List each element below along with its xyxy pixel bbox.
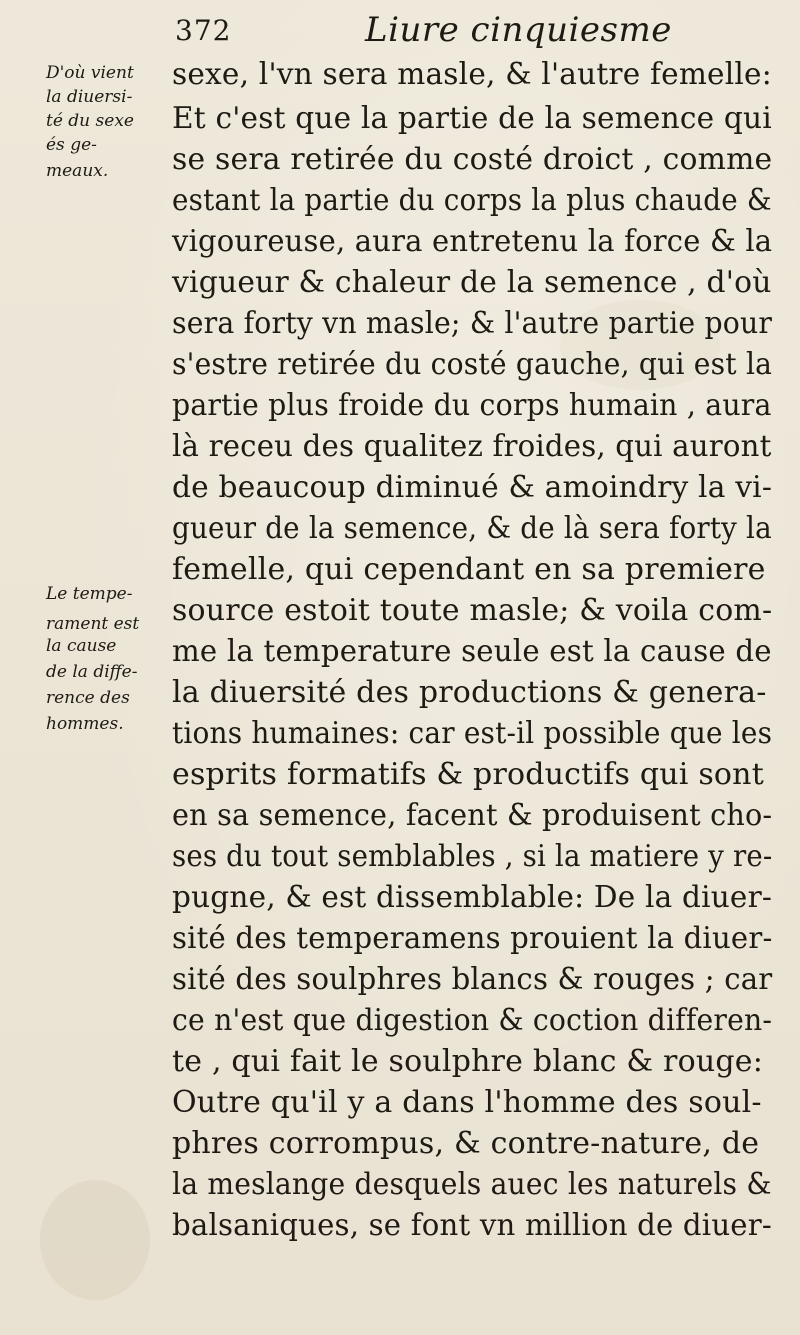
text-line: phres corrompus, & contre-nature, de	[172, 1126, 760, 1161]
margin-note-line: de la diffe-	[46, 662, 138, 682]
text-line: la meslange desquels auec les naturels &	[172, 1167, 772, 1202]
text-line: Outre qu'il y a dans l'homme des soul-	[172, 1085, 762, 1120]
text-line: Et c'est que la partie de la semence qui	[172, 101, 772, 136]
text-line: source estoit toute masle; & voila com-	[172, 593, 773, 628]
margin-note-line: meaux.	[46, 161, 109, 181]
text-line: sexe, l'vn sera masle, & l'autre femelle:	[172, 57, 772, 92]
margin-note-line: la cause	[46, 636, 117, 656]
text-line: la diuersité des productions & genera-	[172, 675, 767, 710]
text-line: tions humaines: car est-il possible que les	[172, 716, 773, 751]
text-line: balsaniques, se font vn million de diuer-	[172, 1208, 772, 1243]
margin-note-line: és ge-	[46, 135, 97, 155]
margin-note-line: rence des	[46, 688, 130, 708]
text-line: se sera retirée du costé droict , comme	[172, 142, 773, 177]
text-line: gueur de la semence, & de là sera forty la	[172, 511, 772, 546]
text-line: esprits formatifs & productifs qui sont	[172, 757, 764, 792]
text-line: de beaucoup diminué & amoindry la vi-	[172, 470, 773, 505]
text-line: me la temperature seule est la cause de	[172, 634, 772, 669]
text-line: sité des soulphres blancs & rouges ; car	[172, 962, 773, 997]
text-line: en sa semence, facent & produisent cho-	[172, 798, 773, 833]
text-line: vigoureuse, aura entretenu la force & la	[172, 224, 773, 259]
page-number: 372	[175, 14, 232, 47]
text-line: femelle, qui cependant en sa premiere	[172, 552, 766, 587]
text-line: sité des temperamens prouient la diuer-	[172, 921, 773, 956]
margin-note-line: la diuersi-	[46, 87, 133, 107]
text-line: là receu des qualitez froides, qui auront	[172, 429, 772, 464]
text-line: s'estre retirée du costé gauche, qui est la	[172, 347, 773, 382]
text-line: estant la partie du corps la plus chaude &	[172, 183, 772, 218]
text-line: partie plus froide du corps humain , aura	[172, 388, 772, 423]
running-title: Liure cinquiesme	[365, 10, 672, 50]
margin-note-line: rament est	[46, 614, 140, 634]
margin-note-line: té du sexe	[46, 111, 134, 131]
text-line: te , qui fait le soulphre blanc & rouge:	[172, 1044, 764, 1079]
text-line: ce n'est que digestion & coction differen-	[172, 1003, 773, 1038]
margin-note-line: Le tempe-	[46, 584, 133, 604]
margin-note-line: hommes.	[46, 714, 124, 734]
text-line: vigueur & chaleur de la semence , d'où	[172, 265, 772, 300]
margin-note-line: D'où vient	[46, 63, 134, 83]
text-line: sera forty vn masle; & l'autre partie pour	[172, 306, 773, 341]
text-line: ses du tout semblables , si la matiere y re-	[172, 839, 773, 874]
text-line: pugne, & est dissemblable: De la diuer-	[172, 880, 773, 915]
